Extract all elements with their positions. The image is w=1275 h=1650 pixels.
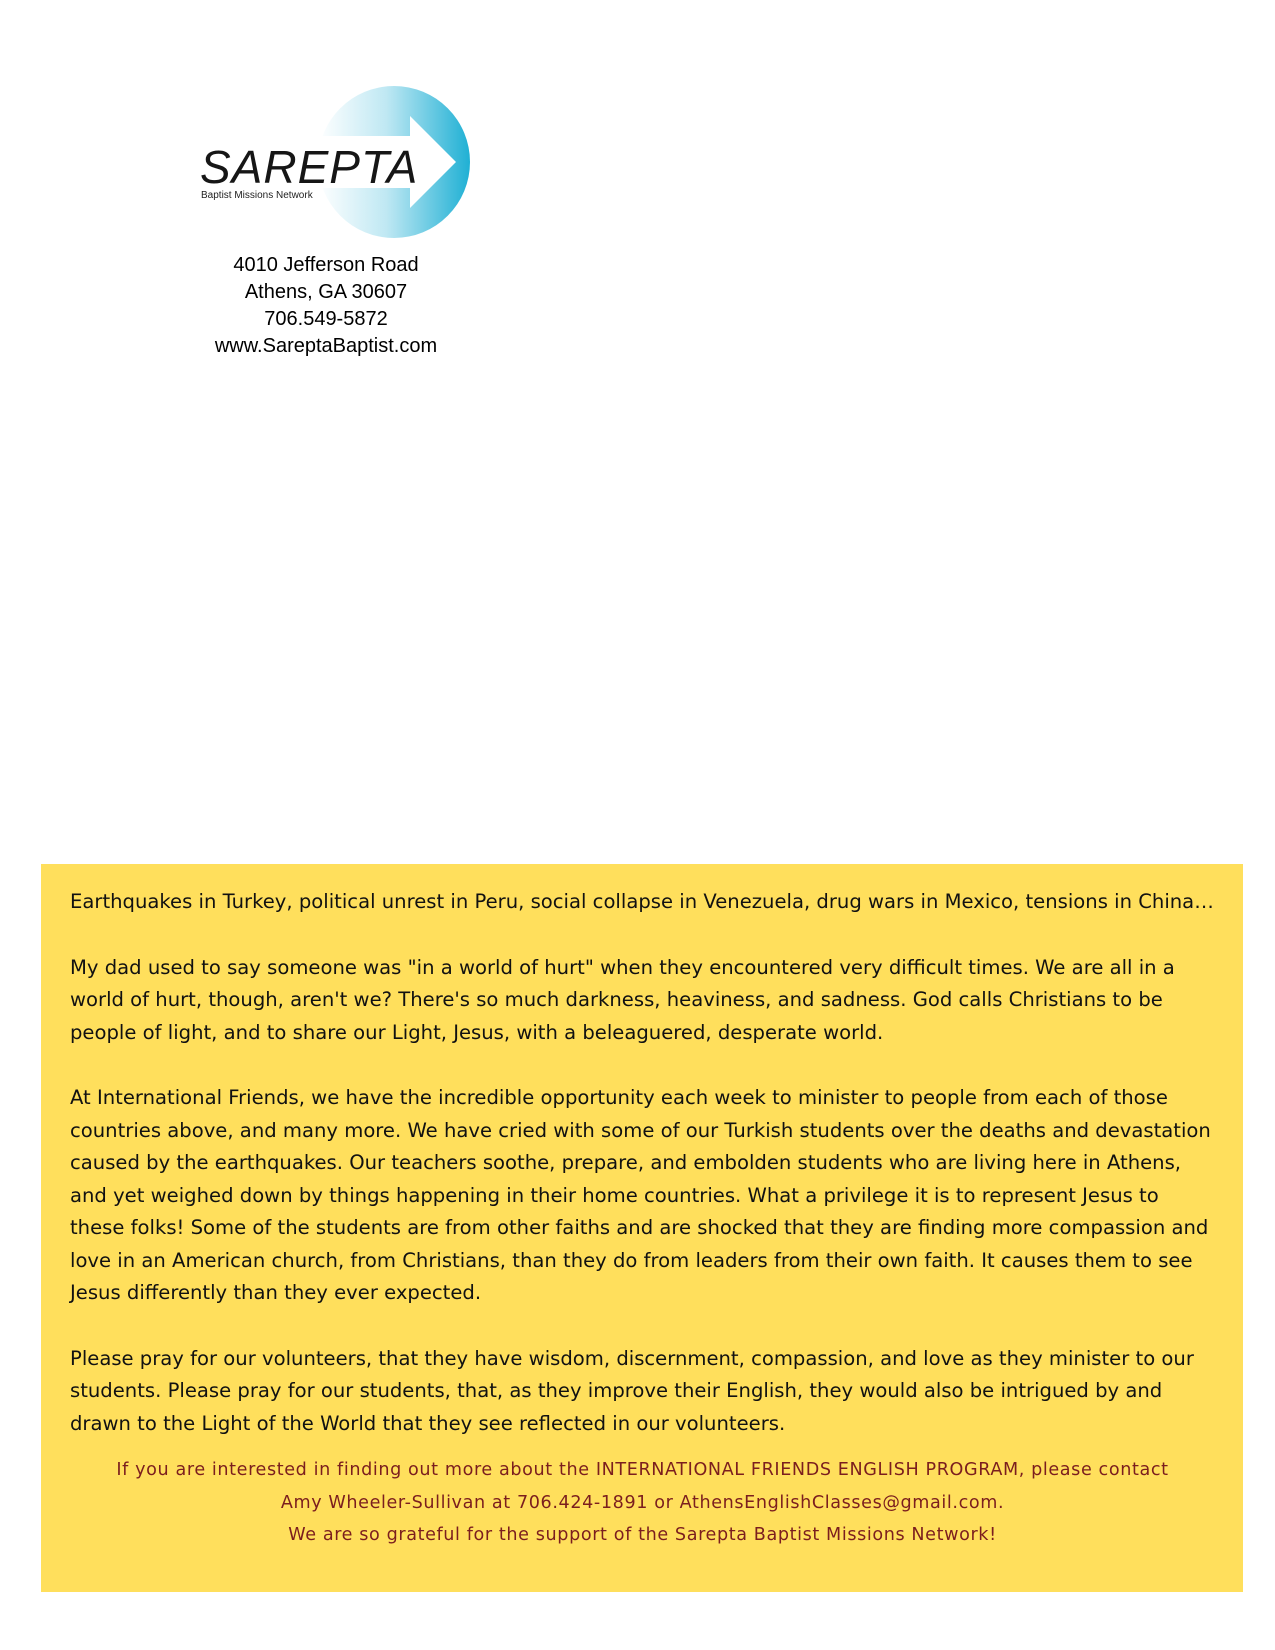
logo-tagline: Baptist Missions Network — [201, 190, 313, 201]
contact-line: If you are interested in finding out more about the INTERNATIONAL FRIENDS ENGLISH PROGRAM, please contact — [116, 1460, 1169, 1480]
contact-line: Amy Wheeler-Sullivan at 706.424-1891 or AthensEnglishClasses@gmail.com. — [280, 1492, 1005, 1513]
letter-paragraph: My dad used to say someone was "in a world of hurt" when they encountered very difficult times. We are all in a world of hurt, though, aren't we? There's so much darkness, heaviness, and sadness. God calls Christians to be people of light, and to share our Light, Jesus, with a beleaguered, desperate world. — [70, 955, 1175, 1044]
address-city: Athens, GA 30607 — [244, 281, 408, 303]
address-website: www.SareptaBaptist.com — [214, 335, 438, 357]
letter-paragraph: Earthquakes in Turkey, political unrest in Peru, social collapse in Venezuela, drug wars in Mexico, tensions in China… — [70, 890, 1214, 913]
letter-paragraph: Please pray for our volunteers, that they have wisdom, discernment, compassion, and love as they minister to our students. Please pray for our students, that, as they improve their English, they would also be intrigued by and drawn to the Light of the World that they see reflected in our volunteers. — [70, 1346, 1194, 1435]
sarepta-logo — [200, 86, 470, 242]
address-block — [190, 252, 462, 360]
letter-paragraph: At International Friends, we have the incredible opportunity each week to minister to people from each of those countries above, and many more. We have cried with some of our Turkish students over the deaths and devastation caused by the earthquakes. Our teachers soothe, prepare, and embolden students who are living here in Athens, and yet weighed down by things happening in their home countries. What a privilege it is to represent Jesus to these folks! Some of the students are from other faiths and are shocked that they are finding more compassion and love in an American church, from Christians, than they do from leaders from their own faith. It causes them to see Jesus differently than they ever expected. — [70, 1086, 1211, 1304]
address-phone: 706.549-5872 — [264, 308, 388, 330]
contact-line: We are so grateful for the support of the Sarepta Baptist Missions Network! — [288, 1525, 997, 1545]
letter-panel — [41, 864, 1243, 1592]
address-street: 4010 Jefferson Road — [233, 254, 419, 276]
contact-callout — [70, 1454, 1215, 1552]
logo-wordmark: SAREPTA — [200, 141, 419, 193]
